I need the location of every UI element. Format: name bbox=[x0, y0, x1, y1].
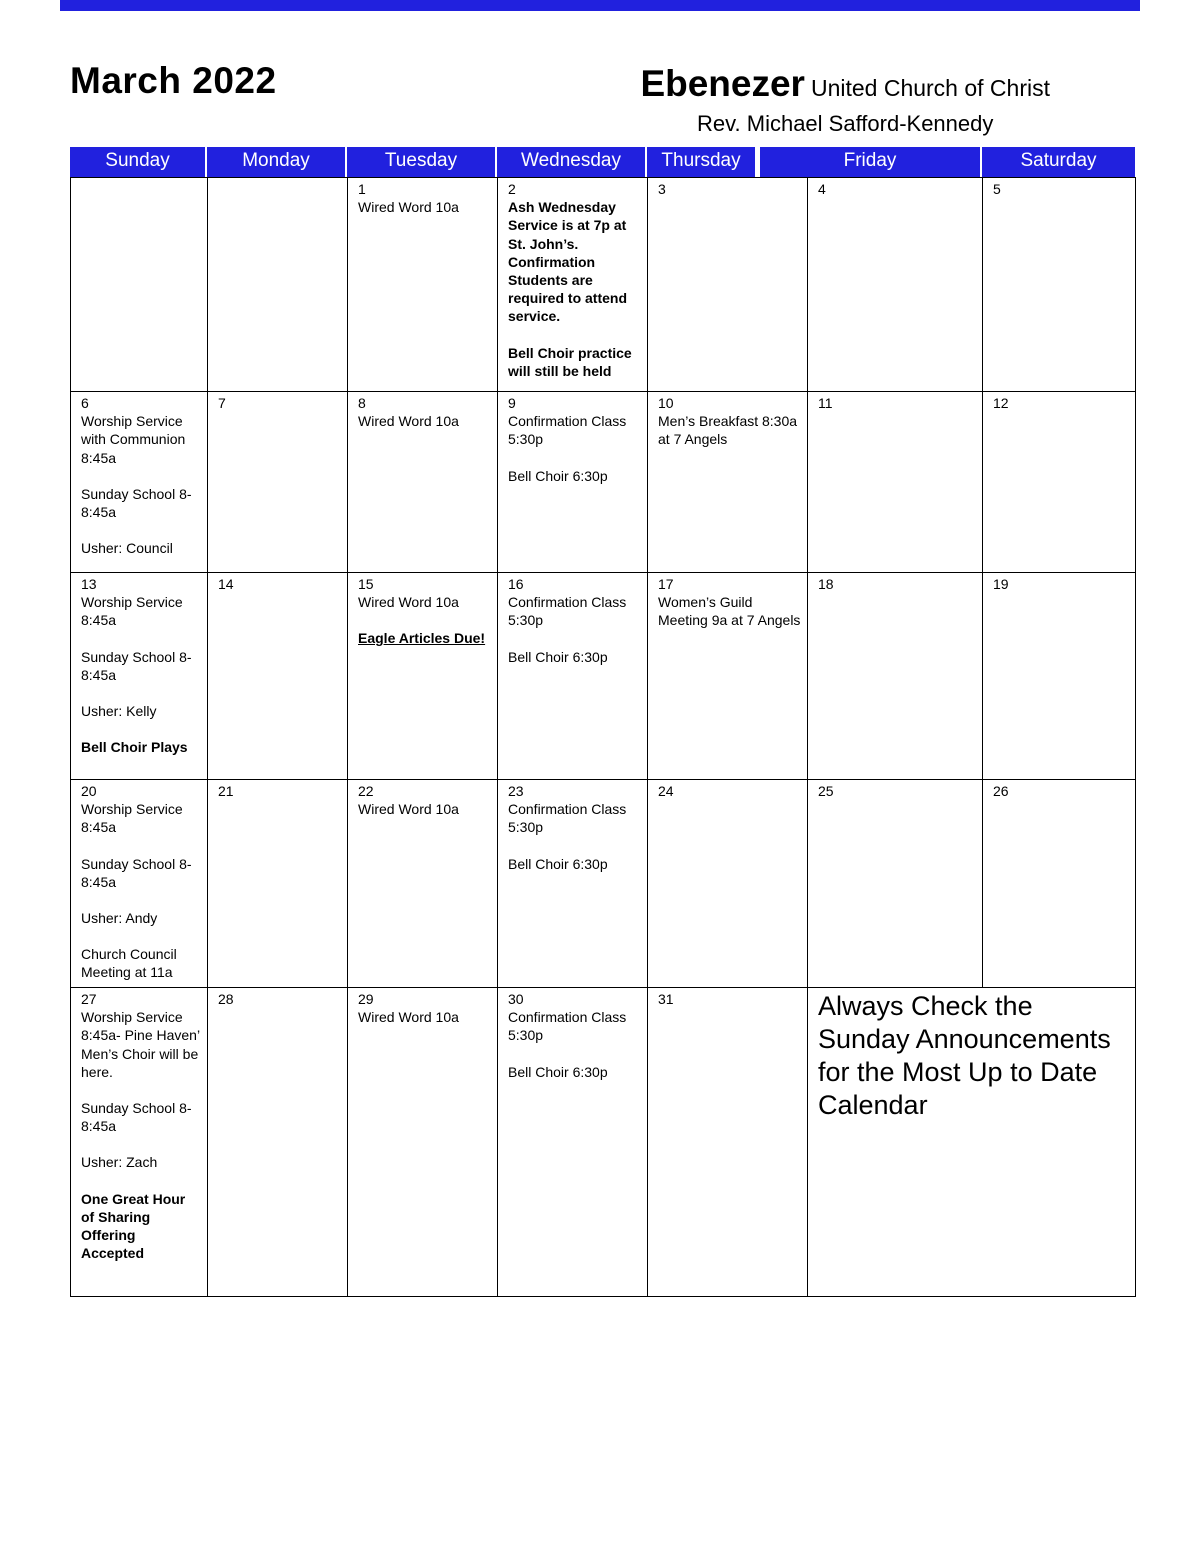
calendar-day-cell bbox=[208, 988, 348, 1297]
day-header-saturday: Saturday bbox=[982, 147, 1135, 177]
calendar-day-cell bbox=[498, 988, 648, 1297]
event-text: Usher: Council bbox=[81, 540, 173, 557]
event-text: Wired Word 10a bbox=[358, 1009, 459, 1026]
calendar-week-row bbox=[71, 988, 1136, 1297]
calendar-day-cell bbox=[208, 780, 348, 988]
event-text: Confirmation Class 5:30p bbox=[508, 413, 627, 448]
church-name: Ebenezer bbox=[640, 63, 805, 104]
event-text: Usher: Kelly bbox=[81, 702, 157, 719]
calendar-note-cell bbox=[808, 988, 1136, 1297]
cell-date: 11 bbox=[818, 395, 833, 411]
event-text: Confirmation Class 5:30p bbox=[508, 1009, 627, 1044]
calendar-day-cell bbox=[71, 573, 208, 780]
day-header-sunday: Sunday bbox=[70, 147, 207, 177]
calendar-day-cell bbox=[348, 780, 498, 988]
calendar-day-cell bbox=[71, 178, 208, 392]
event-text: Church Council Meeting at 11a bbox=[81, 946, 177, 981]
cell-date: 21 bbox=[218, 783, 234, 799]
page-header bbox=[70, 61, 1135, 137]
church-block bbox=[640, 63, 1050, 137]
event-text: Bell Choir 6:30p bbox=[508, 648, 608, 665]
calendar-day-cell bbox=[208, 392, 348, 573]
event-text: Usher: Andy bbox=[81, 909, 158, 926]
calendar-day-cell bbox=[808, 178, 983, 392]
cell-date: 10 bbox=[658, 395, 674, 411]
cell-date: 29 bbox=[358, 991, 374, 1007]
event-text: Worship Service 8:45a- Pine Haven’ Men’s Choir will be here. bbox=[81, 1009, 200, 1080]
event-text: Eagle Articles Due! bbox=[358, 630, 486, 647]
cell-date: 1 bbox=[358, 181, 366, 197]
cell-date: 24 bbox=[658, 783, 674, 799]
calendar-day-cell bbox=[648, 780, 808, 988]
calendar-day-cell bbox=[348, 988, 498, 1297]
church-line bbox=[640, 63, 1050, 105]
day-header-friday: Friday bbox=[757, 147, 982, 177]
calendar-day-cell bbox=[348, 178, 498, 392]
cell-date: 17 bbox=[658, 576, 674, 592]
day-header-wednesday: Wednesday bbox=[497, 147, 647, 177]
cell-date: 6 bbox=[81, 395, 89, 411]
cell-date: 3 bbox=[658, 181, 666, 197]
calendar-week-row bbox=[71, 780, 1136, 988]
cell-date: 28 bbox=[218, 991, 234, 1007]
cell-date: 13 bbox=[81, 576, 97, 592]
event-text: Sunday School 8-8:45a bbox=[81, 485, 192, 520]
cell-date: 31 bbox=[658, 991, 674, 1007]
event-text: Worship Service with Communion 8:45a bbox=[81, 413, 186, 466]
cell-date: 8 bbox=[358, 395, 366, 411]
cell-date: 15 bbox=[358, 576, 374, 592]
calendar-day-cell bbox=[808, 392, 983, 573]
cell-date: 23 bbox=[508, 783, 524, 799]
calendar-note: Always Check the Sunday Announcements for the Most Up to Date Calendar bbox=[818, 991, 1111, 1120]
cell-date: 14 bbox=[218, 576, 234, 592]
calendar-day-cell bbox=[208, 178, 348, 392]
calendar-day-cell bbox=[983, 392, 1136, 573]
event-text: Bell Choir 6:30p bbox=[508, 467, 608, 484]
calendar-week-row bbox=[71, 178, 1136, 392]
event-text: Bell Choir practice will still be held bbox=[508, 344, 632, 379]
calendar-day-cell bbox=[648, 178, 808, 392]
calendar-day-cell bbox=[348, 392, 498, 573]
event-text: Women’s Guild Meeting 9a at 7 Angels bbox=[658, 594, 801, 629]
calendar-day-cell bbox=[498, 780, 648, 988]
cell-date: 12 bbox=[993, 395, 1009, 411]
calendar-day-cell bbox=[983, 178, 1136, 392]
church-subtitle: United Church of Christ bbox=[810, 75, 1050, 101]
calendar-day-cell bbox=[498, 573, 648, 780]
calendar-day-cell bbox=[208, 573, 348, 780]
top-accent-bar bbox=[60, 0, 1140, 11]
calendar-day-cell bbox=[71, 392, 208, 573]
cell-date: 7 bbox=[218, 395, 226, 411]
event-text: Men’s Breakfast 8:30a at 7 Angels bbox=[658, 413, 798, 448]
event-text: Sunday School 8-8:45a bbox=[81, 1099, 192, 1135]
event-text: Worship Service 8:45a bbox=[81, 801, 183, 836]
day-header-thursday: Thursday bbox=[647, 147, 757, 177]
month-title: March 2022 bbox=[70, 60, 277, 101]
event-text: Bell Choir 6:30p bbox=[508, 1063, 608, 1080]
calendar-day-cell bbox=[348, 573, 498, 780]
event-text: Sunday School 8-8:45a bbox=[81, 855, 192, 890]
cell-date: 19 bbox=[993, 576, 1009, 592]
day-header-monday: Monday bbox=[207, 147, 347, 177]
calendar-day-cell bbox=[648, 988, 808, 1297]
cell-date: 22 bbox=[358, 783, 374, 799]
cell-date: 18 bbox=[818, 576, 834, 592]
cell-date: 25 bbox=[818, 783, 834, 799]
event-text: Confirmation Class 5:30p bbox=[508, 801, 627, 836]
pastor-name: Rev. Michael Safford-Kennedy bbox=[697, 111, 994, 136]
event-text: Wired Word 10a bbox=[358, 801, 459, 818]
cell-date: 16 bbox=[508, 576, 524, 592]
calendar-day-cell bbox=[808, 780, 983, 988]
calendar-day-cell bbox=[648, 573, 808, 780]
cell-date: 27 bbox=[81, 991, 97, 1007]
event-text: Wired Word 10a bbox=[358, 413, 459, 430]
event-text: Bell Choir 6:30p bbox=[508, 855, 608, 872]
calendar-day-cell bbox=[498, 392, 648, 573]
calendar-day-cell bbox=[983, 573, 1136, 780]
cell-date: 9 bbox=[508, 395, 516, 411]
cell-date: 5 bbox=[993, 181, 1001, 197]
calendar-day-cell bbox=[71, 988, 208, 1297]
cell-date: 20 bbox=[81, 783, 97, 799]
cell-date: 30 bbox=[508, 991, 524, 1007]
cell-date: 2 bbox=[508, 181, 516, 197]
calendar-day-cell bbox=[498, 178, 648, 392]
event-text: Bell Choir Plays bbox=[81, 739, 188, 756]
event-text: Wired Word 10a bbox=[358, 594, 459, 611]
calendar-week-row bbox=[71, 392, 1136, 573]
calendar-day-cell bbox=[71, 780, 208, 988]
event-text: Wired Word 10a bbox=[358, 199, 459, 216]
event-text: One Great Hour of Sharing Offering Accepted bbox=[81, 1190, 186, 1262]
cell-date: 4 bbox=[818, 181, 826, 197]
event-text: Ash Wednesday Service is at 7p at St. John’s. Confirmation Students are required to attend service. bbox=[508, 199, 628, 325]
calendar-day-cell bbox=[648, 392, 808, 573]
calendar-week-row bbox=[71, 573, 1136, 780]
calendar-grid bbox=[70, 177, 1136, 1297]
event-text: Worship Service 8:45a bbox=[81, 594, 183, 629]
calendar-body bbox=[71, 178, 1136, 1297]
calendar-day-cell bbox=[808, 573, 983, 780]
day-header-tuesday: Tuesday bbox=[347, 147, 497, 177]
day-header-row bbox=[70, 147, 1135, 177]
event-text: Confirmation Class 5:30p bbox=[508, 594, 627, 629]
calendar-day-cell bbox=[983, 780, 1136, 988]
event-text: Usher: Zach bbox=[81, 1154, 158, 1171]
event-text: Sunday School 8-8:45a bbox=[81, 648, 192, 683]
cell-date: 26 bbox=[993, 783, 1009, 799]
